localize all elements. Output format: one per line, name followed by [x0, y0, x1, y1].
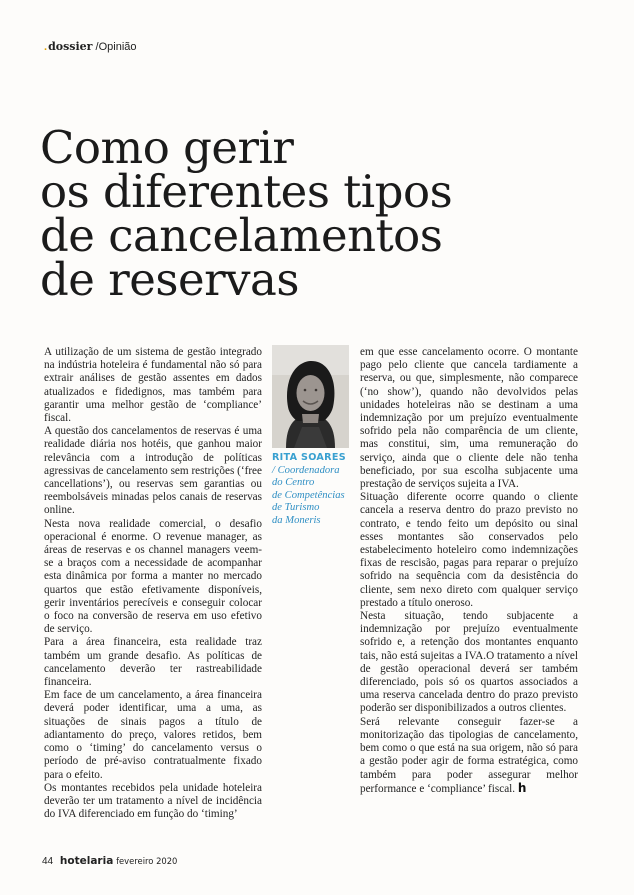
body-paragraph: A questão dos cancelamentos de reservas é uma realidade diária nos hotéis, que ganhou maior relevância com a introdução de políticas agressivas de cancelamento sem restrições (‘free cancellations’), ou reservas sem garantias ou reembolsáveis minadas pelos canais de reservas online. [44, 425, 262, 517]
issue-date: fevereiro 2020 [116, 856, 178, 866]
headline-line: os diferentes tipos [40, 165, 453, 218]
body-paragraph: Situação diferente ocorre quando o cliente cancela a reserva dentro do prazo previsto no contrato, e tendo feito um depósito ou sinal esses montantes são conservados pelo estabelecimento hoteleiro como indemnizações fixas de rescisão, pagas para reparar o prejuízo sofrido na sequência com da desistência do cliente, sem nexo direto com qualquer serviço prestado a título oneroso. [360, 491, 578, 609]
author-byline [272, 452, 354, 527]
magazine-name: hotelaria [59, 855, 114, 867]
body-paragraph: em que esse cancelamento ocorre. O montante pago pelo cliente que cancela tardiamente a reserva, ou que, simplesmente, não comparece (‘no show’), quando não devolvidos pelas unidades hoteleiras não se destinam a uma indemnização por um prejuízo eventualmente sofrido pela não comparência de um cliente, mas constitui, sim, uma remuneração do serviço, ainda que o cliente dele não tenha beneficiado, por sua escolha subjacente uma prestação de serviços sujeita a IVA. [360, 346, 578, 491]
body-paragraph: Nesta nova realidade comercial, o desafio operacional é enorme. O revenue manager, as áreas de reservas e os channel managers veem-se a braços com a necessidade de acompanhar esta dinâmica por forma a manter no mercado quartos que estão efetivamente disponíveis, gerir inventários perecíveis e conseguir colocar o foco na conversão de reserva em uso efetivo de serviço. [44, 517, 262, 636]
author-role-line: da Moneris [272, 514, 321, 526]
body-paragraph: Em face de um cancelamento, a área financeira deverá poder identificar, uma a uma, as situações de sinais pagos a título de adiantamento do preço, valores retidos, bem como o ‘timing’ do cancelamento versus o período de pré-aviso contratualmente fixado para o efeito. [44, 689, 262, 781]
body-paragraph: Os montantes recebidos pela unidade hoteleira deverão ter um tratamento a nível de incidência do IVA diferenciado em função do ‘timing’ [44, 781, 262, 821]
page-footer [42, 855, 177, 867]
headline-line: Como gerir [40, 121, 294, 174]
body-column-right [360, 346, 578, 796]
page-number: 44 [42, 856, 54, 867]
author-photo [272, 345, 349, 448]
author-portrait-icon [272, 345, 349, 448]
body-paragraph: Nesta situação, tendo subjacente a indemnização por prejuízo eventualmente sofrido e, a retenção dos montantes enquanto tais, não está sujeitas a IVA.O tratamento a nível de gestão operacional deverá ser também diferenciado, pois só os quartos associados a uma reserva cancelada dentro do prazo previsto poderão ser disponibilizados a outros clientes. [360, 610, 578, 715]
author-name: RITA SOARES [272, 452, 346, 463]
body-paragraph-text: Será relevante conseguir fazer-se a monitorização das tipologias de cancelamento, bem como o que está na sua origem, não só para a gestão poder agir de forma estratégica, como também para poder assegurar melhor performance e ‘compliance’ fiscal. [360, 715, 578, 795]
body-paragraph: Para a área financeira, esta realidade traz também um grande desafio. As políticas de cancelamento deverão ter rastreabilidade financeira. [44, 636, 262, 689]
body-paragraph [360, 716, 578, 796]
section-category: Opinião [98, 41, 137, 53]
end-mark-icon: h [517, 780, 527, 795]
author-role-line: de Turismo [272, 502, 320, 514]
section-tag [44, 40, 137, 53]
section-separator: / [95, 41, 99, 53]
bullet-dot-icon: . [44, 41, 48, 53]
headline-line: de cancelamentos [40, 209, 443, 262]
section-name: dossier [48, 40, 93, 53]
author-role-line: do Centro [272, 477, 315, 489]
body-column-left [44, 346, 262, 821]
author-role [272, 465, 354, 527]
body-paragraph: A utilização de um sistema de gestão integrado na indústria hoteleira é fundamental não só para extrair análises de gestão assentes em dados atualizados e fidedignos, mas também para garantir uma melhor gestão de ‘compliance’ fiscal. [44, 346, 262, 425]
article-headline [40, 121, 600, 306]
headline-line: de reservas [40, 253, 299, 306]
author-role-line: de Competências [272, 489, 345, 501]
author-role-line: / Coordenadora [272, 465, 340, 476]
